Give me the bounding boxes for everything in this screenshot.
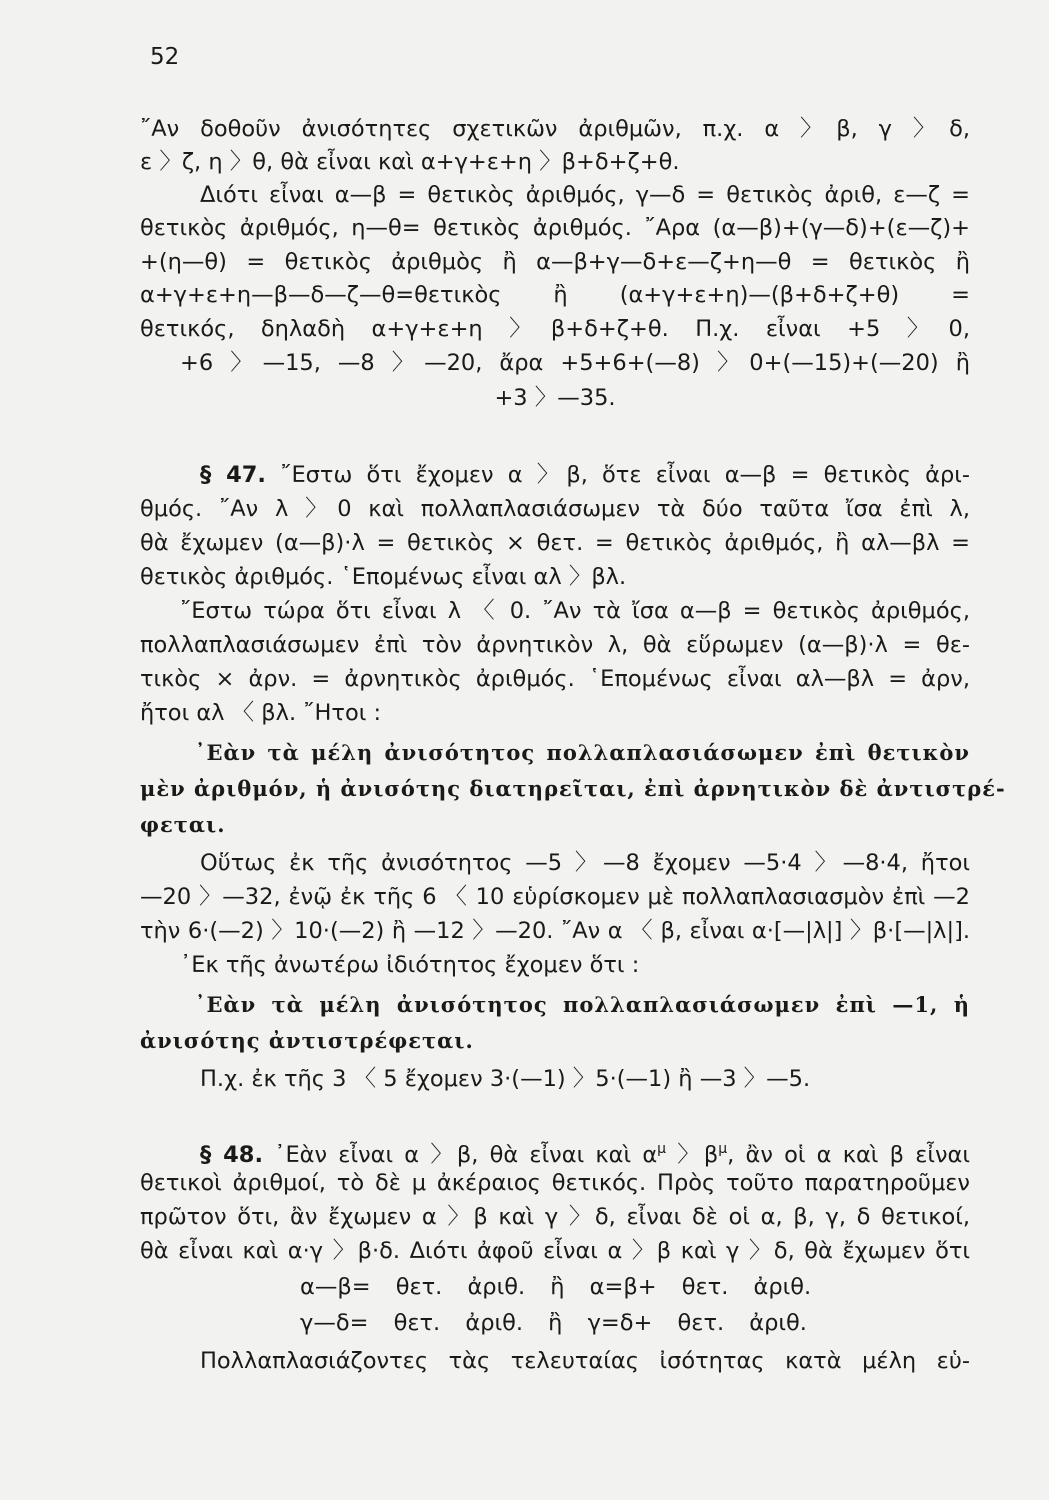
- text-line: τικὸς × ἀρν. = ἀρνητικὸς ἀριθμός. ῾Επομένως εἶναι αλ—βλ = ἀρν,: [140, 666, 970, 692]
- text-line: Διότι εἶναι α—β = θετικὸς ἀριθμός, γ—δ = θετικὸς ἀριθ, ε—ζ =: [200, 182, 970, 208]
- text-line: θὰ εἶναι καὶ α·γ 〉β·δ. Διότι ἀφοῦ εἶναι α 〉β καὶ γ 〉δ, θὰ ἔχωμεν ὅτι: [140, 1238, 970, 1264]
- equation-line: γ—δ= θετ. ἀριθ. ἢ γ=δ+ θετ. ἀριθ.: [300, 1310, 807, 1336]
- text-line: θὰ ἔχωμεν (α—β)·λ = θετικὸς × θετ. = θετικὸς ἀριθμός, ἢ αλ—βλ =: [140, 530, 970, 556]
- text-line: θετικὸς ἀριθμός. ῾Επομένως εἶναι αλ 〉βλ.: [140, 564, 627, 590]
- text-line: τὴν 6·(—2) 〉10·(—2) ἢ —12 〉—20. ῎Αν α 〈 β, εἶναι α·[—|λ|] 〉β·[—|λ|].: [140, 918, 970, 944]
- superscript: μ: [718, 1141, 728, 1157]
- text-line: Οὕτως ἐκ τῆς ἀνισότητος —5 〉—8 ἔχομεν —5·4 〉—8·4, ἤτοι: [200, 850, 970, 876]
- text-fragment: 〉β: [666, 1142, 719, 1168]
- text-line: ε 〉ζ, η 〉θ, θὰ εἶναι καὶ α+γ+ε+η 〉β+δ+ζ+θ.: [140, 149, 680, 175]
- theorem-line: ᾿Εὰν τὰ μέλη ἀνισότητος πολλαπλασιάσωμεν ἐπὶ θετικὸν: [195, 740, 970, 765]
- text-line: Π.χ. ἐκ τῆς 3 〈 5 ἔχομεν 3·(—1) 〉5·(—1) ἢ —3 〉—5.: [200, 1066, 811, 1092]
- text-line: ῎Εστω τώρα ὅτι εἶναι λ 〈 0. ῎Αν τὰ ἴσα α—β = θετικὸς ἀριθμός,: [180, 598, 970, 624]
- section-number: § 47.: [200, 462, 266, 488]
- text-line: ῎Εστω ὅτι ἔχομεν α 〉β, ὅτε εἶναι α—β = θετικὸς ἀρι-: [280, 462, 970, 488]
- text-line: θετικοὶ ἀριθμοί, τὸ δὲ μ ἀκέραιος θετικός. Πρὸς τοῦτο παρατηροῦμεν: [140, 1170, 970, 1196]
- text-line: α+γ+ε+η—β—δ—ζ—θ=θετικὸς ἢ (α+γ+ε+η)—(β+δ+ζ+θ) =: [140, 282, 970, 308]
- text-line: θετικός, δηλαδὴ α+γ+ε+η 〉β+δ+ζ+θ. Π.χ. εἶναι +5 〉0,: [140, 316, 970, 342]
- text-fragment: ᾿Εὰν εἶναι α 〉β, θὰ εἶναι καὶ α: [274, 1142, 658, 1168]
- theorem-line: φεται.: [140, 812, 226, 837]
- text-line: πολλαπλασιάσωμεν ἐπὶ τὸν ἀρνητικὸν λ, θὰ εὕρωμεν (α—β)·λ = θε-: [140, 632, 970, 658]
- text-line: ᾿Εκ τῆς ἀνωτέρω ἰδιότητος ἔχομεν ὅτι :: [180, 952, 640, 978]
- text-line: —20 〉—32, ἐνῷ ἐκ τῆς 6 〈 10 εὑρίσκομεν μὲ πολλαπλασιασμὸν ἐπὶ —2: [140, 884, 970, 910]
- text-line: +3 〉—35.: [494, 385, 616, 411]
- text-line: +6 〉—15, —8 〉—20, ἄρα +5+6+(—8) 〉0+(—15)+(—20) ἢ: [180, 350, 970, 376]
- text-line: θμός. ῎Αν λ 〉0 καὶ πολλαπλασιάσωμεν τὰ δύο ταῦτα ἴσα ἐπὶ λ,: [140, 496, 970, 522]
- text-line: θετικὸς ἀριθμός, η—θ= θετικὸς ἀριθμός. ῎Αρα (α—β)+(γ—δ)+(ε—ζ)+: [140, 215, 970, 241]
- text-line: Πολλαπλασιάζοντες τὰς τελευταίας ἰσότητας κατὰ μέλη εὑ-: [200, 1348, 970, 1374]
- theorem-line: ᾿Εὰν τὰ μέλη ἀνισότητος πολλαπλασιάσωμεν ἐπὶ —1, ἡ: [195, 992, 970, 1017]
- text-line: +(η—θ) = θετικὸς ἀριθμὸς ἢ α—β+γ—δ+ε—ζ+η—θ = θετικὸς ἢ: [140, 249, 970, 275]
- text-fragment: , ἂν οἱ α καὶ β εἶναι: [727, 1142, 970, 1168]
- equation-line: α—β= θετ. ἀριθ. ἢ α=β+ θετ. ἀριθ.: [300, 1274, 812, 1300]
- page-number: 52: [150, 44, 180, 70]
- theorem-line: μὲν ἀριθμόν, ἡ ἀνισότης διατηρεῖται, ἐπὶ ἀρνητικὸν δὲ ἀντιστρέ-: [140, 776, 1006, 801]
- section-number: § 48.: [200, 1142, 263, 1168]
- text-line: ἤτοι αλ 〈 βλ. ῎Ητοι :: [140, 700, 382, 726]
- superscript: μ: [657, 1141, 667, 1157]
- text-line: ῎Αν δοθοῦν ἀνισότητες σχετικῶν ἀριθμῶν, π.χ. α 〉β, γ 〉δ,: [140, 116, 970, 142]
- text-line: πρῶτον ὅτι, ἂν ἔχωμεν α 〉β καὶ γ 〉δ, εἶναι δὲ οἱ α, β, γ, δ θετικοί,: [140, 1204, 970, 1230]
- theorem-line: ἀνισότης ἀντιστρέφεται.: [140, 1028, 474, 1053]
